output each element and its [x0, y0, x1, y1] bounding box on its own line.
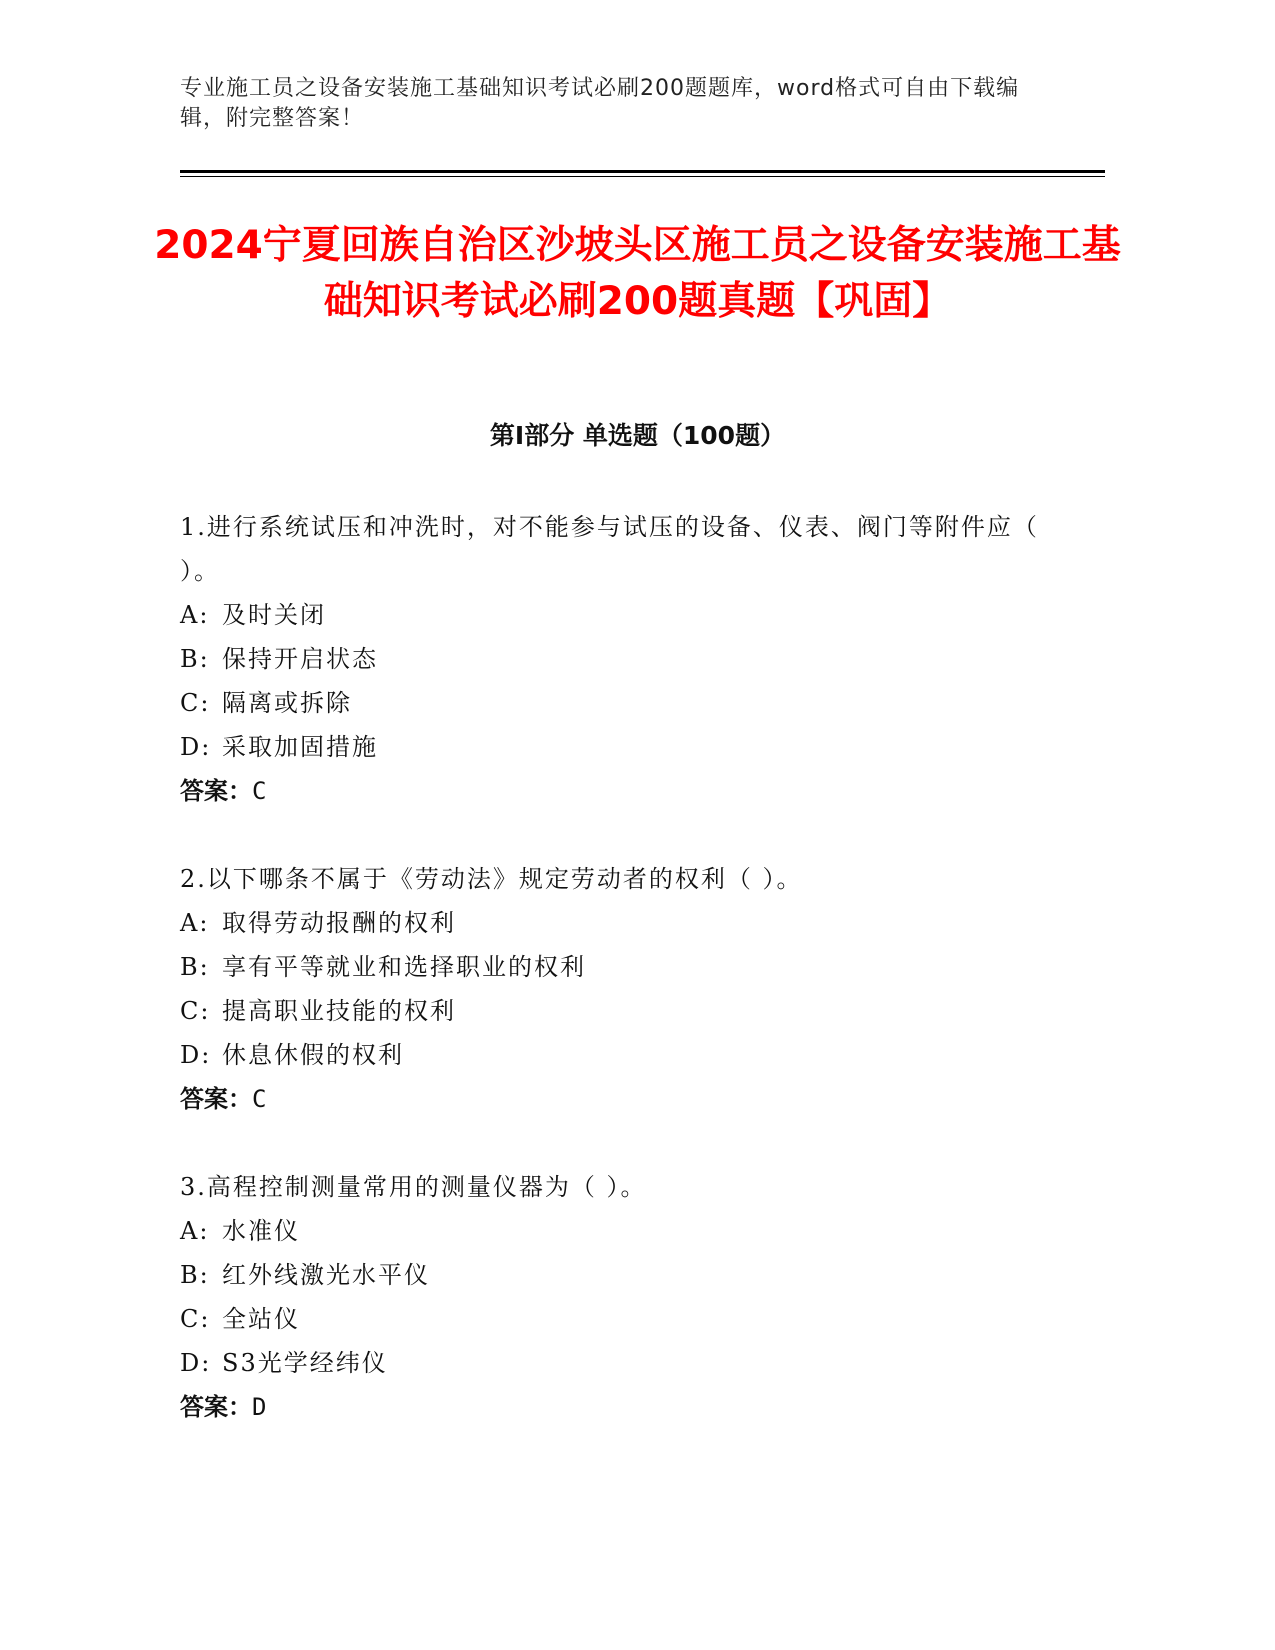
answer-value: C — [252, 1085, 267, 1113]
option-letter: B: — [180, 1261, 210, 1289]
option-a — [180, 901, 1060, 945]
option-a — [180, 1209, 1060, 1253]
option-letter: C: — [180, 689, 211, 717]
option-text: 提高职业技能的权利 — [222, 997, 456, 1025]
question-stem: 3.高程控制测量常用的测量仪器为（ ）。 — [180, 1173, 647, 1201]
answer-value: D — [252, 1393, 267, 1421]
option-text: 隔离或拆除 — [222, 689, 352, 717]
answer-line — [180, 769, 1060, 813]
option-text: 全站仪 — [222, 1305, 300, 1333]
option-d — [180, 725, 1060, 769]
answer-line — [180, 1385, 1060, 1429]
answer-label: 答案： — [180, 1393, 252, 1421]
option-text: 水准仪 — [222, 1217, 300, 1245]
option-letter: A: — [180, 601, 210, 629]
answer-value: C — [252, 777, 267, 805]
option-text: 红外线激光水平仪 — [222, 1261, 430, 1289]
option-letter: D: — [180, 1349, 212, 1377]
question-3 — [180, 1165, 1060, 1429]
question-1 — [180, 505, 1060, 813]
option-text: S3光学经纬仪 — [222, 1349, 388, 1377]
option-text: 保持开启状态 — [222, 645, 378, 673]
section-title: 第I部分 单选题（100题） — [489, 421, 786, 450]
header-note: 专业施工员之设备安装施工基础知识考试必刷200题题库，word格式可自由下载编辑，附完整答案！ — [180, 76, 1020, 131]
option-letter: C: — [180, 1305, 211, 1333]
option-c — [180, 989, 1060, 1033]
answer-label: 答案： — [180, 777, 252, 805]
option-c — [180, 681, 1060, 725]
option-text: 及时关闭 — [222, 601, 326, 629]
option-letter: A: — [180, 1217, 210, 1245]
option-letter: D: — [180, 1041, 212, 1069]
option-text: 享有平等就业和选择职业的权利 — [222, 953, 586, 981]
header-rule-thick — [180, 170, 1105, 173]
question-2 — [180, 857, 1060, 1121]
option-d — [180, 1033, 1060, 1077]
question-stem: 2.以下哪条不属于《劳动法》规定劳动者的权利（ ）。 — [180, 865, 803, 893]
option-letter: B: — [180, 645, 210, 673]
option-letter: D: — [180, 733, 212, 761]
option-b — [180, 1253, 1060, 1297]
document-title: 2024宁夏回族自治区沙坡头区施工员之设备安装施工基础知识考试必刷200题真题【巩固】 — [154, 223, 1121, 324]
option-d — [180, 1341, 1060, 1385]
option-letter: A: — [180, 909, 210, 937]
option-letter: C: — [180, 997, 211, 1025]
answer-line — [180, 1077, 1060, 1121]
option-text: 休息休假的权利 — [222, 1041, 404, 1069]
header-rule-thin — [180, 176, 1105, 177]
option-c — [180, 1297, 1060, 1341]
option-b — [180, 945, 1060, 989]
answer-label: 答案： — [180, 1085, 252, 1113]
option-letter: B: — [180, 953, 210, 981]
question-stem: 1.进行系统试压和冲洗时，对不能参与试压的设备、仪表、阀门等附件应（ ）。 — [180, 513, 1039, 585]
option-a — [180, 593, 1060, 637]
question-list — [180, 505, 1060, 1473]
option-text: 取得劳动报酬的权利 — [222, 909, 456, 937]
option-b — [180, 637, 1060, 681]
option-text: 采取加固措施 — [222, 733, 378, 761]
